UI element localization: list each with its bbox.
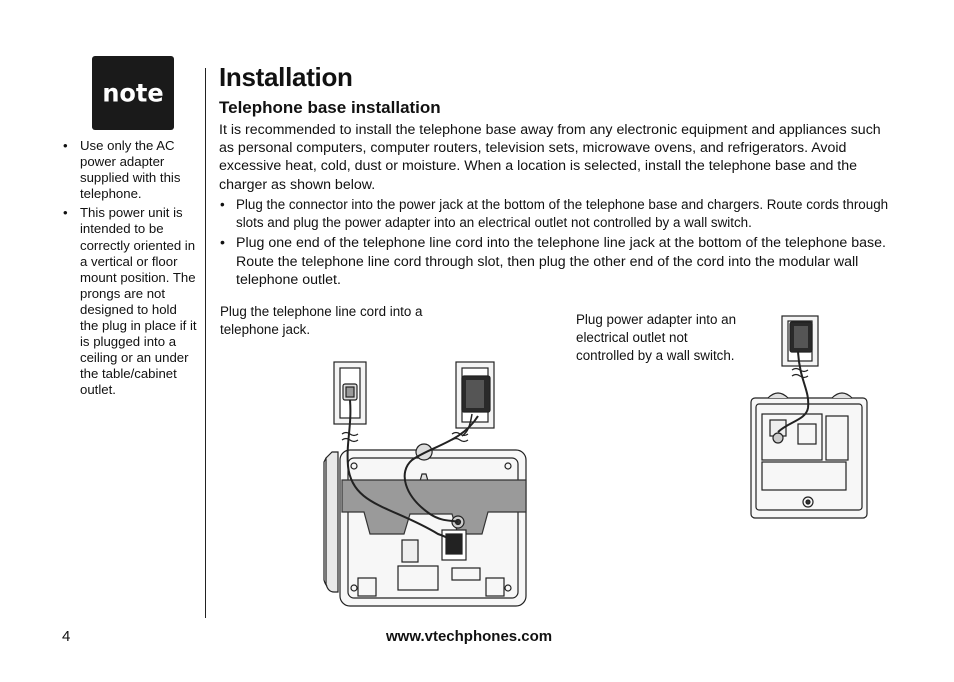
intro-paragraph: It is recommended to install the telephone base away from any electronic equipment and appliances such as personal computers, computer routers, television sets, microwave ovens, and refrigerators. Avoid excessive heat, cold, dust or moisture. When a location is selected, install the telephone base and the charger as shown below.	[219, 122, 881, 193]
power-outlet-icon	[456, 362, 494, 428]
section-title: Telephone base installation	[219, 98, 441, 117]
note-badge	[92, 56, 174, 130]
telephone-base-illustration	[312, 356, 532, 612]
note-badge-label: note	[102, 78, 164, 108]
left-figure-caption: Plug the telephone line cord into a telephone jack.	[220, 304, 423, 337]
power-outlet-icon	[782, 316, 818, 366]
instruction-list	[219, 196, 899, 291]
instruction-item: • Plug one end of the telephone line cord into the telephone line jack at the bottom of the telephone base. Route the telephone line cord through slot, then plug the other end of the cord into the modular wall telephone outlet.	[219, 234, 899, 289]
charger-illustration	[748, 312, 870, 522]
right-figure-caption: Plug power adapter into an electrical outlet not controlled by a wall switch.	[576, 312, 737, 363]
side-notes-list	[62, 138, 198, 402]
page-title: Installation	[219, 62, 353, 92]
website-link[interactable]: www.vtechphones.com	[386, 628, 553, 645]
side-note-item: • This power unit is intended to be correctly oriented in a vertical or floor mount position. The prongs are not designed to hold the plug in place if it is plugged into a ceiling or an under the table/cabinet outlet.	[62, 205, 198, 398]
column-divider	[205, 68, 206, 618]
side-note-item: • Use only the AC power adapter supplied with this telephone.	[62, 138, 198, 202]
instruction-item: • Plug the connector into the power jack at the bottom of the telephone base and chargers. Route cords through slots and plug the power adapter into an electrical outlet not controlled by a wall switch.	[219, 196, 899, 232]
page-number: 4	[62, 628, 71, 645]
